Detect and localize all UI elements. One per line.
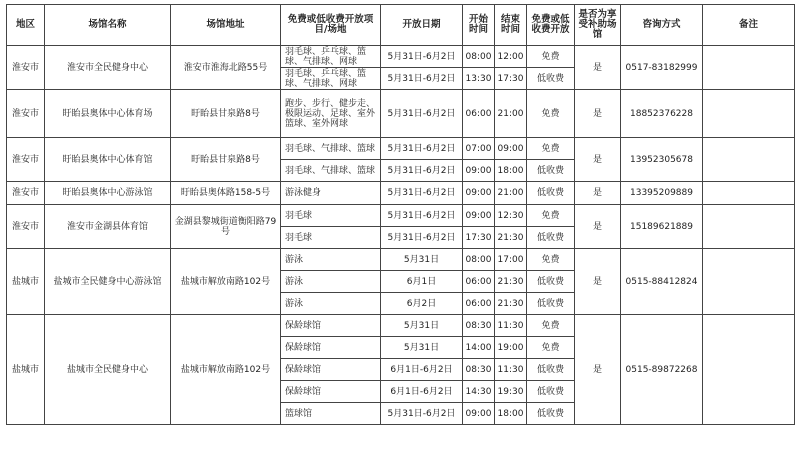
start-time-cell: 06:00 <box>463 271 495 293</box>
fee-type-cell: 低收费 <box>527 359 575 381</box>
end-time-cell: 12:30 <box>495 205 527 227</box>
date-cell: 5月31日-6月2日 <box>381 227 463 249</box>
date-cell: 5月31日-6月2日 <box>381 68 463 90</box>
end-time-cell: 21:00 <box>495 182 527 205</box>
venue-address-cell: 淮安市淮海北路55号 <box>171 46 281 90</box>
start-time-cell: 07:00 <box>463 138 495 160</box>
remark-cell <box>703 315 795 425</box>
start-time-cell: 09:00 <box>463 160 495 182</box>
date-cell: 6月1日 <box>381 271 463 293</box>
fee-type-cell: 低收费 <box>527 160 575 182</box>
end-time-cell: 19:30 <box>495 381 527 403</box>
subsidy-cell: 是 <box>575 205 621 249</box>
header-cell: 场馆名称 <box>45 5 171 46</box>
venue-address-cell: 盱眙县甘泉路8号 <box>171 90 281 138</box>
contact-cell: 0517-83182999 <box>621 46 703 90</box>
start-time-cell: 08:30 <box>463 359 495 381</box>
start-time-cell: 06:00 <box>463 293 495 315</box>
header-cell: 免费或低收费开放 <box>527 5 575 46</box>
venue-table <box>6 4 795 425</box>
table-row <box>7 315 795 337</box>
header-cell: 开始时间 <box>463 5 495 46</box>
subsidy-cell: 是 <box>575 138 621 182</box>
date-cell: 5月31日-6月2日 <box>381 46 463 68</box>
end-time-cell: 21:00 <box>495 90 527 138</box>
project-cell: 跑步、步行、健步走、极限运动、足球、室外篮球、室外网球 <box>281 90 381 138</box>
end-time-cell: 21:30 <box>495 271 527 293</box>
header-cell: 开放日期 <box>381 5 463 46</box>
header-cell: 咨询方式 <box>621 5 703 46</box>
end-time-cell: 21:30 <box>495 293 527 315</box>
project-cell: 游泳健身 <box>281 182 381 205</box>
fee-type-cell: 低收费 <box>527 381 575 403</box>
start-time-cell: 09:00 <box>463 403 495 425</box>
project-cell: 羽毛球 <box>281 205 381 227</box>
date-cell: 6月1日-6月2日 <box>381 381 463 403</box>
subsidy-cell: 是 <box>575 46 621 90</box>
venue-name-cell: 盱眙县奥体中心体育场 <box>45 90 171 138</box>
date-cell: 5月31日-6月2日 <box>381 182 463 205</box>
fee-type-cell: 低收费 <box>527 403 575 425</box>
venue-name-cell: 盐城市全民健身中心 <box>45 315 171 425</box>
end-time-cell: 11:30 <box>495 315 527 337</box>
table-row <box>7 138 795 160</box>
end-time-cell: 12:00 <box>495 46 527 68</box>
region-cell: 盐城市 <box>7 249 45 315</box>
table-row <box>7 205 795 227</box>
date-cell: 6月2日 <box>381 293 463 315</box>
end-time-cell: 18:00 <box>495 403 527 425</box>
table-row <box>7 182 795 205</box>
fee-type-cell: 免费 <box>527 138 575 160</box>
remark-cell <box>703 138 795 182</box>
end-time-cell: 21:30 <box>495 227 527 249</box>
table-row <box>7 249 795 271</box>
fee-type-cell: 低收费 <box>527 68 575 90</box>
project-cell: 羽毛球、乒乓球、篮球、气排球、网球 <box>281 46 381 68</box>
region-cell: 淮安市 <box>7 138 45 182</box>
region-cell: 淮安市 <box>7 182 45 205</box>
date-cell: 5月31日-6月2日 <box>381 403 463 425</box>
project-cell: 游泳 <box>281 249 381 271</box>
header-cell: 地区 <box>7 5 45 46</box>
venue-name-cell: 盐城市全民健身中心游泳馆 <box>45 249 171 315</box>
start-time-cell: 13:30 <box>463 68 495 90</box>
header-cell: 场馆地址 <box>171 5 281 46</box>
project-cell: 游泳 <box>281 293 381 315</box>
project-cell: 篮球馆 <box>281 403 381 425</box>
contact-cell: 0515-89872268 <box>621 315 703 425</box>
header-cell: 免费或低收费开放项目/场地 <box>281 5 381 46</box>
remark-cell <box>703 46 795 90</box>
project-cell: 保龄球馆 <box>281 381 381 403</box>
start-time-cell: 08:00 <box>463 46 495 68</box>
project-cell: 羽毛球、气排球、篮球 <box>281 160 381 182</box>
fee-type-cell: 低收费 <box>527 271 575 293</box>
fee-type-cell: 免费 <box>527 315 575 337</box>
subsidy-cell: 是 <box>575 315 621 425</box>
table-body <box>7 46 795 425</box>
date-cell: 5月31日 <box>381 315 463 337</box>
start-time-cell: 14:30 <box>463 381 495 403</box>
remark-cell <box>703 90 795 138</box>
end-time-cell: 18:00 <box>495 160 527 182</box>
fee-type-cell: 免费 <box>527 90 575 138</box>
start-time-cell: 14:00 <box>463 337 495 359</box>
fee-type-cell: 免费 <box>527 337 575 359</box>
start-time-cell: 09:00 <box>463 182 495 205</box>
region-cell: 淮安市 <box>7 46 45 90</box>
end-time-cell: 19:00 <box>495 337 527 359</box>
venue-address-cell: 盐城市解放南路102号 <box>171 249 281 315</box>
project-cell: 羽毛球、乒乓球、篮球、气排球、网球 <box>281 68 381 90</box>
project-cell: 羽毛球、气排球、篮球 <box>281 138 381 160</box>
fee-type-cell: 低收费 <box>527 182 575 205</box>
date-cell: 5月31日-6月2日 <box>381 90 463 138</box>
fee-type-cell: 免费 <box>527 205 575 227</box>
venue-address-cell: 盱眙县奥体路158-5号 <box>171 182 281 205</box>
table-row <box>7 90 795 138</box>
header-cell: 备注 <box>703 5 795 46</box>
remark-cell <box>703 182 795 205</box>
subsidy-cell: 是 <box>575 182 621 205</box>
table-row <box>7 46 795 68</box>
contact-cell: 0515-88412824 <box>621 249 703 315</box>
start-time-cell: 08:30 <box>463 315 495 337</box>
fee-type-cell: 低收费 <box>527 227 575 249</box>
project-cell: 羽毛球 <box>281 227 381 249</box>
subsidy-cell: 是 <box>575 249 621 315</box>
venue-address-cell: 盐城市解放南路102号 <box>171 315 281 425</box>
fee-type-cell: 免费 <box>527 46 575 68</box>
project-cell: 保龄球馆 <box>281 315 381 337</box>
start-time-cell: 17:30 <box>463 227 495 249</box>
table-header-row <box>7 5 795 46</box>
region-cell: 淮安市 <box>7 90 45 138</box>
project-cell: 保龄球馆 <box>281 359 381 381</box>
header-cell: 是否为享受补助场馆 <box>575 5 621 46</box>
subsidy-cell: 是 <box>575 90 621 138</box>
contact-cell: 15189621889 <box>621 205 703 249</box>
date-cell: 5月31日-6月2日 <box>381 160 463 182</box>
fee-type-cell: 低收费 <box>527 293 575 315</box>
remark-cell <box>703 249 795 315</box>
date-cell: 5月31日-6月2日 <box>381 138 463 160</box>
end-time-cell: 09:00 <box>495 138 527 160</box>
venue-address-cell: 金湖县黎城街道衡阳路79号 <box>171 205 281 249</box>
start-time-cell: 06:00 <box>463 90 495 138</box>
date-cell: 5月31日-6月2日 <box>381 205 463 227</box>
region-cell: 淮安市 <box>7 205 45 249</box>
start-time-cell: 09:00 <box>463 205 495 227</box>
venue-name-cell: 淮安市金湖县体育馆 <box>45 205 171 249</box>
header-cell: 结束时间 <box>495 5 527 46</box>
project-cell: 游泳 <box>281 271 381 293</box>
region-cell: 盐城市 <box>7 315 45 425</box>
remark-cell <box>703 205 795 249</box>
date-cell: 5月31日 <box>381 337 463 359</box>
project-cell: 保龄球馆 <box>281 337 381 359</box>
contact-cell: 13395209889 <box>621 182 703 205</box>
venue-name-cell: 淮安市全民健身中心 <box>45 46 171 90</box>
end-time-cell: 11:30 <box>495 359 527 381</box>
start-time-cell: 08:00 <box>463 249 495 271</box>
fee-type-cell: 免费 <box>527 249 575 271</box>
end-time-cell: 17:00 <box>495 249 527 271</box>
end-time-cell: 17:30 <box>495 68 527 90</box>
venue-name-cell: 盱眙县奥体中心体育馆 <box>45 138 171 182</box>
venue-name-cell: 盱眙县奥体中心游泳馆 <box>45 182 171 205</box>
date-cell: 6月1日-6月2日 <box>381 359 463 381</box>
contact-cell: 13952305678 <box>621 138 703 182</box>
date-cell: 5月31日 <box>381 249 463 271</box>
venue-address-cell: 盱眙县甘泉路8号 <box>171 138 281 182</box>
contact-cell: 18852376228 <box>621 90 703 138</box>
